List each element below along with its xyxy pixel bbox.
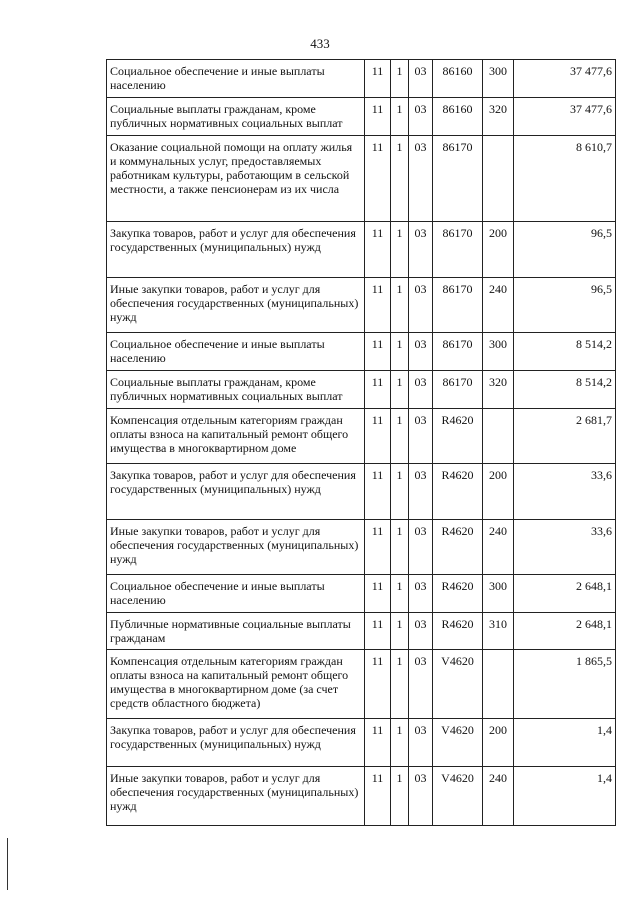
- row-name: Социальное обеспечение и иные выплаты населению: [107, 60, 365, 98]
- row-program: 03: [409, 409, 433, 464]
- row-program: 03: [409, 464, 433, 520]
- row-section: 11: [365, 60, 391, 98]
- table-row: [107, 278, 616, 333]
- row-item: R4620: [433, 409, 483, 464]
- table-row: [107, 60, 616, 98]
- row-amount: 8 514,2: [514, 371, 616, 409]
- row-subsection: 1: [391, 371, 409, 409]
- row-program: 03: [409, 650, 433, 719]
- table-row: [107, 98, 616, 136]
- row-expense-type: 200: [483, 719, 514, 767]
- row-section: 11: [365, 520, 391, 575]
- row-item: R4620: [433, 575, 483, 613]
- table-row: [107, 464, 616, 520]
- row-amount: 33,6: [514, 464, 616, 520]
- row-subsection: 1: [391, 222, 409, 278]
- row-item: 86160: [433, 98, 483, 136]
- row-subsection: 1: [391, 520, 409, 575]
- row-name: Социальные выплаты гражданам, кроме публичных нормативных социальных выплат: [107, 98, 365, 136]
- row-name: Иные закупки товаров, работ и услуг для обеспечения государственных (муниципальных) нужд: [107, 767, 365, 826]
- row-expense-type: 200: [483, 222, 514, 278]
- table-row: [107, 613, 616, 650]
- row-section: 11: [365, 613, 391, 650]
- row-name: Иные закупки товаров, работ и услуг для обеспечения государственных (муниципальных) нужд: [107, 278, 365, 333]
- row-amount: 96,5: [514, 222, 616, 278]
- row-amount: 37 477,6: [514, 98, 616, 136]
- table-row: [107, 575, 616, 613]
- row-section: 11: [365, 575, 391, 613]
- row-item: 86170: [433, 136, 483, 222]
- row-section: 11: [365, 278, 391, 333]
- table-row: [107, 333, 616, 371]
- row-subsection: 1: [391, 333, 409, 371]
- row-expense-type: 300: [483, 60, 514, 98]
- row-item: 86170: [433, 222, 483, 278]
- table-body: [107, 60, 616, 826]
- row-program: 03: [409, 520, 433, 575]
- row-expense-type: 240: [483, 520, 514, 575]
- row-expense-type: [483, 650, 514, 719]
- row-subsection: 1: [391, 613, 409, 650]
- row-subsection: 1: [391, 650, 409, 719]
- row-name: Социальное обеспечение и иные выплаты населению: [107, 333, 365, 371]
- row-item: R4620: [433, 520, 483, 575]
- row-program: 03: [409, 613, 433, 650]
- table-row: [107, 136, 616, 222]
- row-program: 03: [409, 767, 433, 826]
- row-item: 86170: [433, 278, 483, 333]
- row-item: V4620: [433, 719, 483, 767]
- row-expense-type: 200: [483, 464, 514, 520]
- row-section: 11: [365, 98, 391, 136]
- row-expense-type: [483, 409, 514, 464]
- row-name: Закупка товаров, работ и услуг для обеспечения государственных (муниципальных) нужд: [107, 222, 365, 278]
- page-number: 433: [310, 36, 330, 51]
- row-section: 11: [365, 650, 391, 719]
- row-section: 11: [365, 464, 391, 520]
- row-item: V4620: [433, 767, 483, 826]
- row-expense-type: [483, 136, 514, 222]
- row-amount: 8 610,7: [514, 136, 616, 222]
- row-section: 11: [365, 371, 391, 409]
- table-row: [107, 520, 616, 575]
- margin-binding-line: [7, 838, 8, 890]
- row-subsection: 1: [391, 98, 409, 136]
- table-row: [107, 371, 616, 409]
- row-section: 11: [365, 409, 391, 464]
- row-subsection: 1: [391, 278, 409, 333]
- row-item: 86170: [433, 333, 483, 371]
- row-program: 03: [409, 98, 433, 136]
- row-name: Компенсация отдельным категориям граждан оплаты взноса на капитальный ремонт общего имущества в многоквартирном доме: [107, 409, 365, 464]
- row-name: Оказание социальной помощи на оплату жилья и коммунальных услуг, предоставляемых работникам культуры, работающим в сельской местности, а также пенсионерам из их числа: [107, 136, 365, 222]
- row-name: Закупка товаров, работ и услуг для обеспечения государственных (муниципальных) нужд: [107, 464, 365, 520]
- row-program: 03: [409, 136, 433, 222]
- row-name: Социальное обеспечение и иные выплаты населению: [107, 575, 365, 613]
- row-amount: 2 681,7: [514, 409, 616, 464]
- row-item: R4620: [433, 464, 483, 520]
- row-amount: 8 514,2: [514, 333, 616, 371]
- row-expense-type: 300: [483, 575, 514, 613]
- row-expense-type: 310: [483, 613, 514, 650]
- row-subsection: 1: [391, 719, 409, 767]
- row-name: Закупка товаров, работ и услуг для обеспечения государственных (муниципальных) нужд: [107, 719, 365, 767]
- table-row: [107, 767, 616, 826]
- row-program: 03: [409, 575, 433, 613]
- row-program: 03: [409, 222, 433, 278]
- row-name: Социальные выплаты гражданам, кроме публичных нормативных социальных выплат: [107, 371, 365, 409]
- row-section: 11: [365, 719, 391, 767]
- row-subsection: 1: [391, 136, 409, 222]
- row-item: R4620: [433, 613, 483, 650]
- row-subsection: 1: [391, 409, 409, 464]
- row-amount: 1 865,5: [514, 650, 616, 719]
- row-item: 86160: [433, 60, 483, 98]
- row-program: 03: [409, 60, 433, 98]
- row-section: 11: [365, 333, 391, 371]
- row-program: 03: [409, 333, 433, 371]
- row-expense-type: 240: [483, 278, 514, 333]
- row-amount: 1,4: [514, 719, 616, 767]
- row-expense-type: 320: [483, 98, 514, 136]
- budget-table: [106, 59, 616, 826]
- row-amount: 2 648,1: [514, 613, 616, 650]
- row-program: 03: [409, 278, 433, 333]
- row-program: 03: [409, 371, 433, 409]
- row-name: Публичные нормативные социальные выплаты гражданам: [107, 613, 365, 650]
- table-row: [107, 222, 616, 278]
- row-amount: 96,5: [514, 278, 616, 333]
- row-name: Компенсация отдельным категориям граждан оплаты взноса на капитальный ремонт общего имущества в многоквартирном доме (за счет средств областного бюджета): [107, 650, 365, 719]
- row-subsection: 1: [391, 60, 409, 98]
- row-section: 11: [365, 136, 391, 222]
- row-amount: 1,4: [514, 767, 616, 826]
- row-subsection: 1: [391, 575, 409, 613]
- row-item: V4620: [433, 650, 483, 719]
- table-row: [107, 650, 616, 719]
- row-amount: 33,6: [514, 520, 616, 575]
- row-section: 11: [365, 767, 391, 826]
- row-name: Иные закупки товаров, работ и услуг для обеспечения государственных (муниципальных) нужд: [107, 520, 365, 575]
- table-row: [107, 409, 616, 464]
- row-amount: 2 648,1: [514, 575, 616, 613]
- row-expense-type: 320: [483, 371, 514, 409]
- row-expense-type: 300: [483, 333, 514, 371]
- row-item: 86170: [433, 371, 483, 409]
- row-subsection: 1: [391, 767, 409, 826]
- row-section: 11: [365, 222, 391, 278]
- row-subsection: 1: [391, 464, 409, 520]
- row-amount: 37 477,6: [514, 60, 616, 98]
- table-row: [107, 719, 616, 767]
- row-expense-type: 240: [483, 767, 514, 826]
- row-program: 03: [409, 719, 433, 767]
